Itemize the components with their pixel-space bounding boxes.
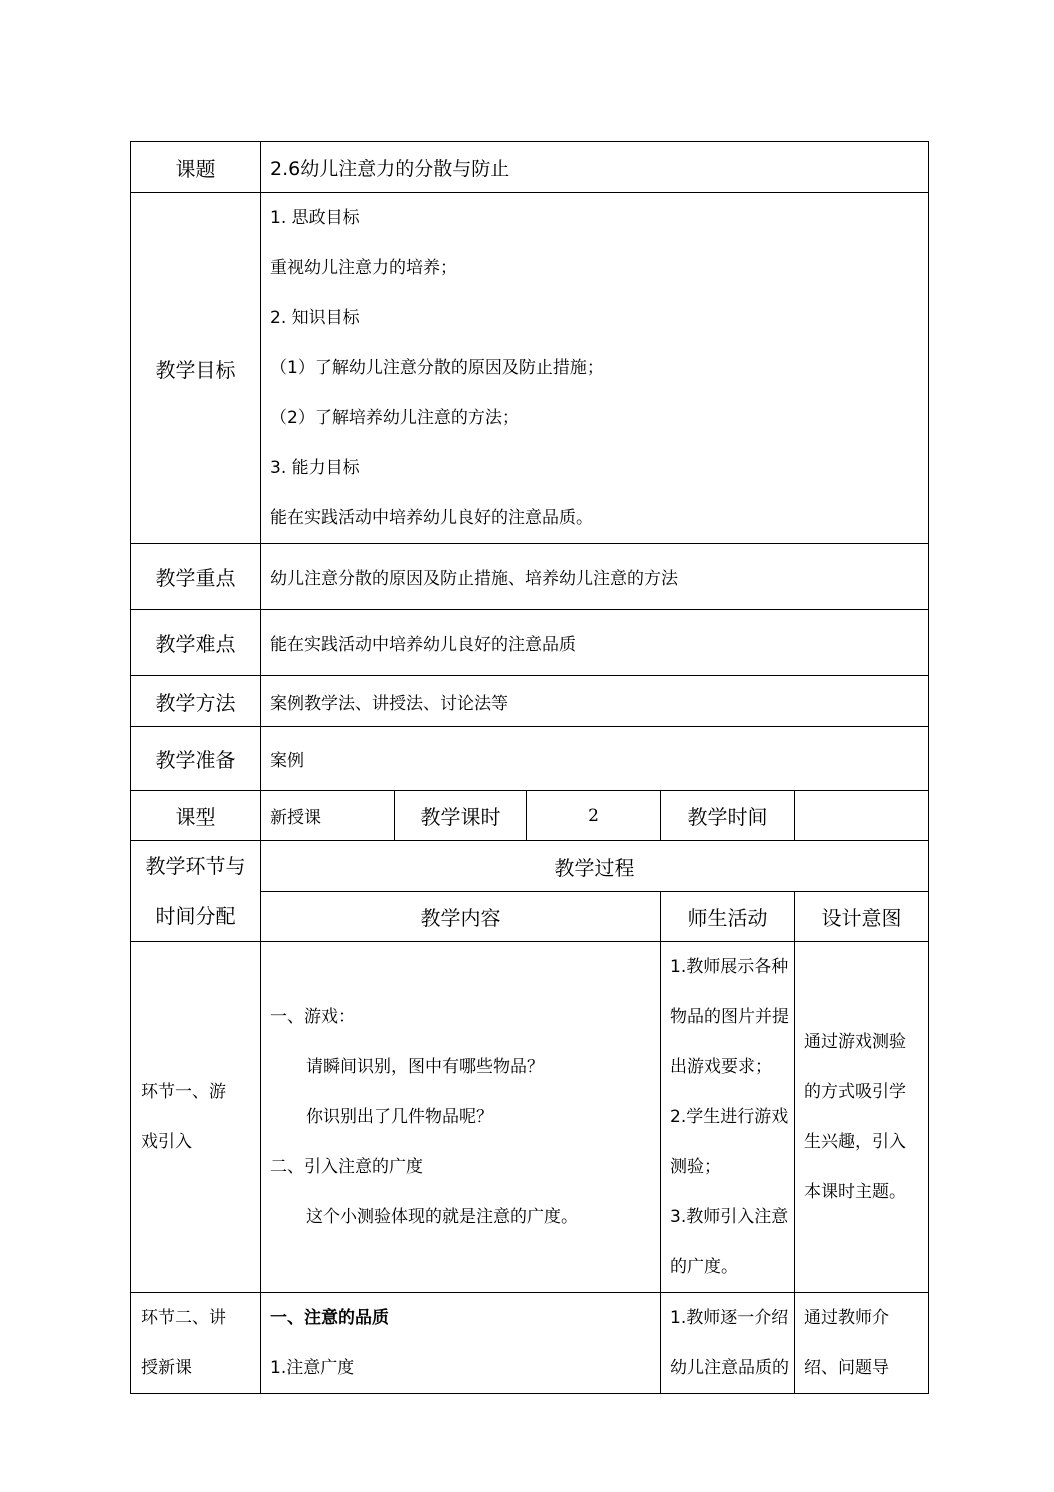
key-points-value: 幼儿注意分散的原因及防止措施、培养幼儿注意的方法 xyxy=(261,544,929,610)
objective-line: （1）了解幼儿注意分散的原因及防止措施； xyxy=(270,358,604,378)
topic-value: 2.6幼儿注意力的分散与防止 xyxy=(261,142,929,193)
difficulties-value: 能在实践活动中培养幼儿良好的注意品质 xyxy=(261,610,929,676)
content-line: 这个小测验体现的就是注意的广度。 xyxy=(306,1207,578,1227)
content-line: 一、注意的品质 xyxy=(270,1308,389,1328)
section-intent xyxy=(795,942,929,1293)
intent-line: 通过游戏测验 xyxy=(804,1032,906,1052)
section-row xyxy=(131,942,929,1293)
activity-line: 的广度。 xyxy=(670,1257,738,1277)
intent-line: 的方式吸引学 xyxy=(804,1082,906,1102)
objectives-row xyxy=(131,193,929,544)
section-content xyxy=(261,1293,661,1394)
key-points-row xyxy=(131,544,929,610)
intent-line: 通过教师介 xyxy=(804,1308,889,1328)
objective-line: （2）了解培养幼儿注意的方法； xyxy=(270,408,519,428)
difficulties-row xyxy=(131,610,929,676)
section-stage xyxy=(131,942,261,1293)
section-activity xyxy=(661,942,795,1293)
stage-header xyxy=(131,841,261,942)
section-activity xyxy=(661,1293,795,1394)
activity-line: 3.教师引入注意 xyxy=(670,1207,789,1227)
objectives-label: 教学目标 xyxy=(131,193,261,544)
preparation-row xyxy=(131,727,929,791)
methods-label: 教学方法 xyxy=(131,676,261,727)
stage-header-line: 教学环节与 xyxy=(145,854,246,878)
lesson-type-value: 新授课 xyxy=(261,791,395,841)
lesson-time-label: 教学时间 xyxy=(661,791,795,841)
topic-row xyxy=(131,142,929,193)
objective-line: 重视幼儿注意力的培养； xyxy=(270,258,457,278)
content-line: 二、引入注意的广度 xyxy=(270,1157,423,1177)
objectives-content xyxy=(261,193,929,544)
stage-line: 环节一、游 xyxy=(141,1082,226,1102)
intent-line: 绍、问题导 xyxy=(804,1358,889,1378)
objective-line: 1. 思政目标 xyxy=(270,208,360,228)
lesson-time-value xyxy=(795,791,929,841)
content-line: 一、游戏： xyxy=(270,1007,355,1027)
content-line: 请瞬间识别，图中有哪些物品？ xyxy=(306,1057,544,1077)
difficulties-label: 教学难点 xyxy=(131,610,261,676)
stage-line: 环节二、讲 xyxy=(141,1308,226,1328)
activity-line: 2.学生进行游戏 xyxy=(670,1107,789,1127)
activity-line: 物品的图片并提 xyxy=(670,1007,789,1027)
intent-column-header: 设计意图 xyxy=(795,892,929,942)
content-column-header: 教学内容 xyxy=(261,892,661,942)
stage-header-line: 时间分配 xyxy=(155,904,236,928)
activity-column-header: 师生活动 xyxy=(661,892,795,942)
activity-line: 出游戏要求； xyxy=(670,1057,772,1077)
section-stage xyxy=(131,1293,261,1394)
section-content xyxy=(261,942,661,1293)
objective-line: 能在实践活动中培养幼儿良好的注意品质。 xyxy=(270,508,593,528)
stage-line: 戏引入 xyxy=(141,1132,192,1152)
preparation-value: 案例 xyxy=(261,727,929,791)
methods-row xyxy=(131,676,929,727)
methods-value: 案例教学法、讲授法、讨论法等 xyxy=(261,676,929,727)
content-line: 1.注意广度 xyxy=(270,1358,355,1378)
activity-line: 1.教师展示各种 xyxy=(670,957,789,977)
lesson-type-row xyxy=(131,791,929,841)
lesson-hours-label: 教学课时 xyxy=(395,791,527,841)
stage-line: 授新课 xyxy=(141,1358,192,1378)
preparation-label: 教学准备 xyxy=(131,727,261,791)
process-header-row xyxy=(131,841,929,892)
key-points-label: 教学重点 xyxy=(131,544,261,610)
section-intent xyxy=(795,1293,929,1394)
activity-line: 测验； xyxy=(670,1157,721,1177)
intent-line: 生兴趣，引入 xyxy=(804,1132,906,1152)
process-header: 教学过程 xyxy=(261,841,929,892)
section-row xyxy=(131,1293,929,1394)
lesson-plan-table xyxy=(130,141,929,1394)
intent-line: 本课时主题。 xyxy=(804,1182,906,1202)
activity-line: 幼儿注意品质的 xyxy=(670,1358,789,1378)
lesson-type-label: 课型 xyxy=(131,791,261,841)
content-line: 你识别出了几件物品呢？ xyxy=(306,1107,493,1127)
activity-line: 1.教师逐一介绍 xyxy=(670,1308,789,1328)
objective-line: 3. 能力目标 xyxy=(270,458,360,478)
lesson-hours-value: 2 xyxy=(527,791,661,841)
topic-label: 课题 xyxy=(131,142,261,193)
objective-line: 2. 知识目标 xyxy=(270,308,360,328)
